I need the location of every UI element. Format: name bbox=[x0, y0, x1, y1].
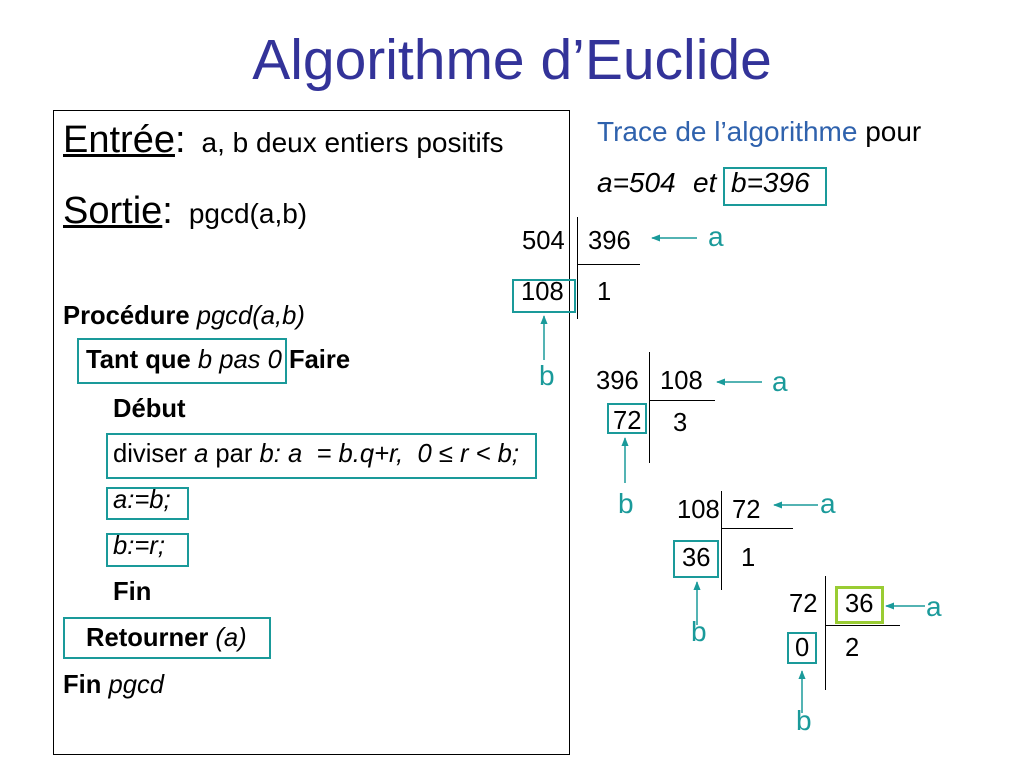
output-spec-colon: : bbox=[162, 190, 173, 232]
step-4-divisor: 36 bbox=[845, 590, 874, 618]
begin-keyword: Début bbox=[113, 395, 186, 423]
slide-title: Algorithme d’Euclide bbox=[252, 28, 772, 92]
divide-line bbox=[113, 442, 519, 468]
divide-formula: b: a = b.q+r, 0 ≤ r < b; bbox=[259, 440, 520, 468]
step-1-quotient: 1 bbox=[597, 278, 612, 306]
procedure-end-name: pgcd bbox=[108, 671, 164, 699]
step-2-label-a: a bbox=[772, 366, 788, 397]
step-1-divisor: 396 bbox=[588, 227, 631, 255]
step-2-remainder: 72 bbox=[613, 407, 642, 435]
output-spec-line bbox=[63, 192, 307, 230]
output-spec-label: Sortie bbox=[63, 190, 163, 232]
loop-keyword: Tant que bbox=[86, 346, 191, 374]
step-3-label-a: a bbox=[820, 488, 836, 519]
step-4-dividend: 72 bbox=[789, 590, 818, 618]
divide-par: par bbox=[215, 440, 253, 468]
step-1-remainder: 108 bbox=[521, 278, 564, 306]
trace-heading-label: Trace de l’algorithme bbox=[597, 116, 858, 147]
step-2-quotient: 3 bbox=[673, 409, 688, 437]
trace-heading-suffix: pour bbox=[865, 116, 922, 147]
input-spec-value: a, b deux entiers positifs bbox=[201, 127, 504, 158]
step-4-remainder: 0 bbox=[795, 634, 810, 662]
loop-do-keyword: Faire bbox=[288, 346, 351, 374]
step-2-label-b: b bbox=[618, 488, 634, 519]
trace-input-conjunction: et bbox=[693, 167, 717, 198]
step-4-label-b: b bbox=[796, 705, 812, 736]
step-3-quotient: 1 bbox=[741, 544, 756, 572]
trace-heading bbox=[597, 118, 921, 146]
step-4-quotient: 2 bbox=[845, 634, 860, 662]
assign-a-statement: a:=b; bbox=[113, 486, 171, 514]
step-3-label-b: b bbox=[691, 616, 707, 647]
return-line bbox=[86, 626, 247, 652]
step-3-remainder: 36 bbox=[682, 544, 711, 572]
divide-operand-a: a bbox=[194, 440, 209, 468]
step-1-label-a: a bbox=[708, 221, 724, 252]
input-spec-colon: : bbox=[174, 119, 186, 161]
return-keyword: Retourner bbox=[86, 624, 209, 652]
step-3-divisor: 72 bbox=[732, 496, 761, 524]
step-4-label-a: a bbox=[926, 591, 942, 622]
divide-verb: diviser bbox=[113, 440, 187, 468]
procedure-end-keyword: Fin bbox=[63, 671, 102, 699]
output-spec-value: pgcd(a,b) bbox=[188, 198, 308, 229]
trace-input-a: a=504 bbox=[597, 167, 676, 198]
loop-line bbox=[86, 348, 350, 374]
procedure-keyword: Procédure bbox=[63, 302, 190, 330]
step-1-label-b: b bbox=[539, 360, 555, 391]
step-2-divisor: 108 bbox=[660, 367, 703, 395]
trace-input-b: b=396 bbox=[731, 167, 810, 198]
loop-condition: b pas 0 bbox=[197, 346, 282, 374]
step-3-dividend: 108 bbox=[677, 496, 720, 524]
step-2-dividend: 396 bbox=[596, 367, 639, 395]
step-1-dividend: 504 bbox=[522, 227, 565, 255]
assign-b-statement: b:=r; bbox=[113, 532, 165, 560]
procedure-header bbox=[63, 304, 305, 330]
input-spec-label: Entrée bbox=[63, 119, 175, 161]
end-loop-keyword: Fin bbox=[113, 578, 152, 606]
return-value: (a) bbox=[215, 624, 247, 652]
procedure-end-line bbox=[63, 673, 164, 699]
input-spec-line bbox=[63, 121, 503, 159]
procedure-name: pgcd(a,b) bbox=[196, 302, 305, 330]
